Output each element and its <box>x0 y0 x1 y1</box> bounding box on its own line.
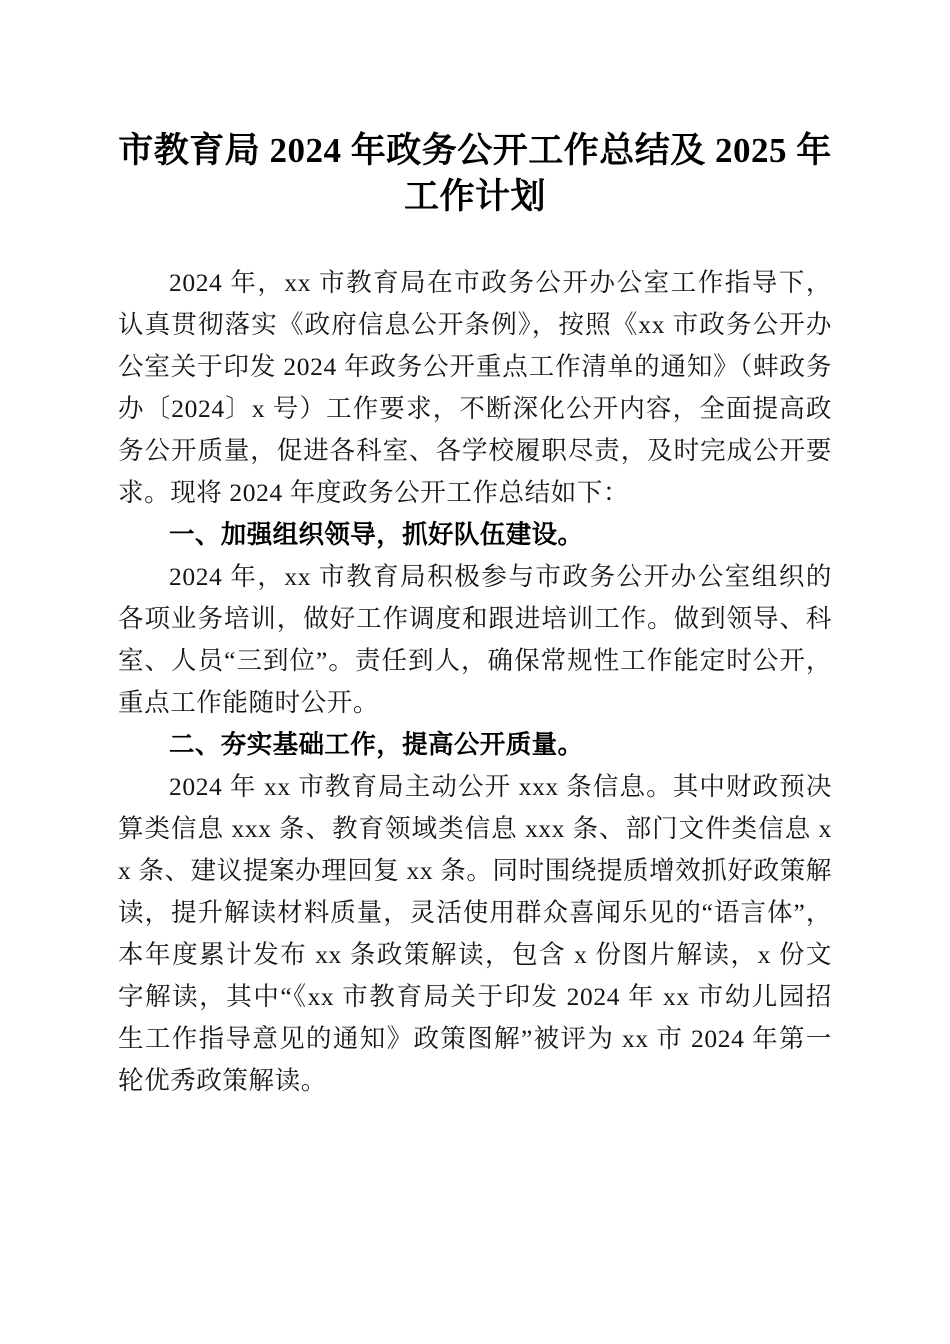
body-paragraph: 2024 年 xx 市教育局主动公开 xxx 条信息。其中财政预决算类信息 xxx 条、教育领域类信息 xxx 条、部门文件类信息 xx 条、建议提案办理回复 xx 条。同时围绕提质增效抓好政策解读，提升解读材料质量，灵活使用群众喜闻乐见的“语言体”，本年度累计发布 xx 条政策解读，包含 x 份图片解读，x 份文字解读，其中“《xx 市教育局关于印发 2024 年 xx 市幼儿园招生工作指导意见的通知》政策图解”被评为 xx 市 2024 年第一轮优秀政策解读。 <box>118 772 832 1095</box>
document-body <box>118 262 832 1102</box>
section-heading-2: 二、夯实基础工作，提高公开质量。 <box>169 731 584 759</box>
document-title <box>118 0 832 220</box>
section-heading-1: 一、加强组织领导，抓好队伍建设。 <box>169 521 584 549</box>
document-content <box>118 0 832 1102</box>
document-title-line-2: 工作计划 <box>403 177 546 216</box>
body-paragraph: 2024 年，xx 市教育局积极参与市政务公开办公室组织的各项业务培训，做好工作调度和跟进培训工作。做到领导、科室、人员“三到位”。责任到人，确保常规性工作能定时公开，重点工作能随时公开。 <box>118 562 832 717</box>
document-title-line-1: 市教育局 2024 年政务公开工作总结及 2025 年 <box>118 131 832 170</box>
body-paragraph: 2024 年，xx 市教育局在市政务公开办公室工作指导下，认真贯彻落实《政府信息公开条例》，按照《xx 市政务公开办公室关于印发 2024 年政务公开重点工作清单的通知》（蚌政务办〔2024〕x 号）工作要求，不断深化公开内容，全面提高政务公开质量，促进各科室、各学校履职尽责，及时完成公开要求。现将 2024 年度政务公开工作总结如下： <box>118 268 832 507</box>
